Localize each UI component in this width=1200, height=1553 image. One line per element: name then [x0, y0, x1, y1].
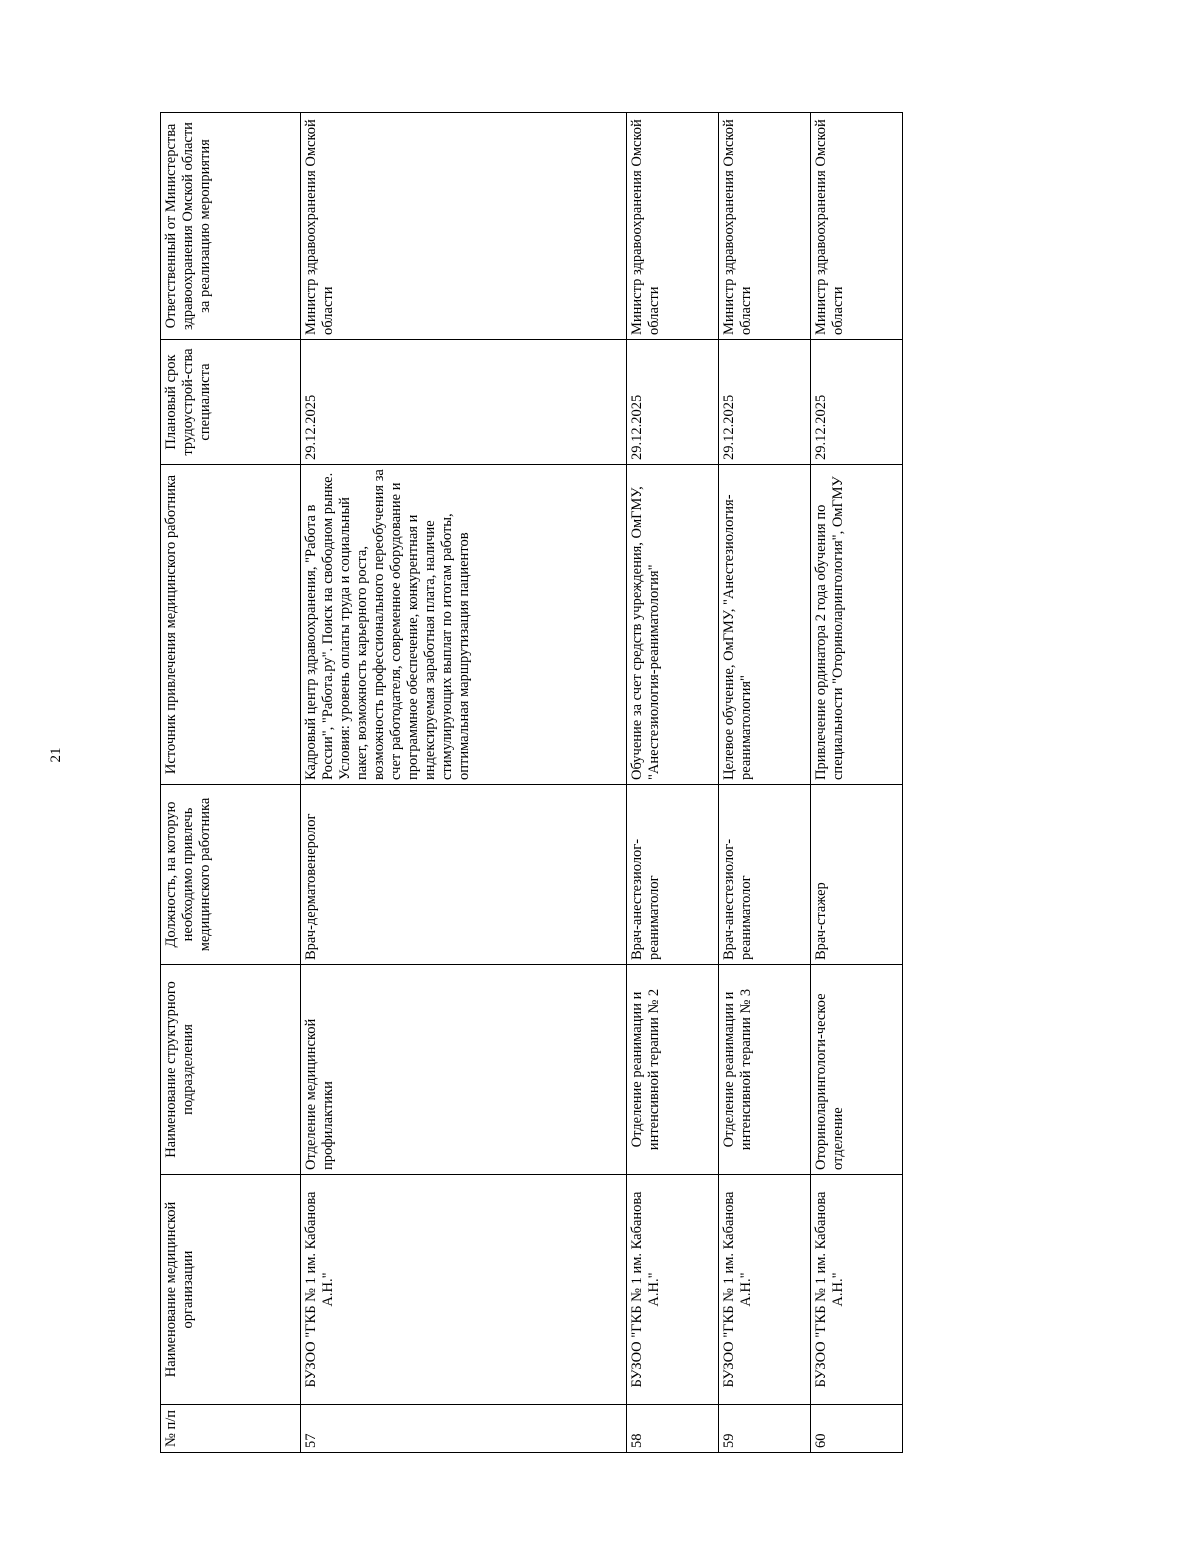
- cell-responsible: Министр здравоохранения Омской области: [719, 113, 811, 340]
- cell-dept: Отделение реанимации и интенсивной терапии № 2: [627, 965, 719, 1175]
- table-row: [719, 113, 811, 1453]
- table-container: [160, 113, 882, 1453]
- cell-date: 29.12.2025: [719, 340, 811, 465]
- cell-source: Привлечение ординатора 2 года обучения по специальности "Оториноларингология", ОмГМУ: [811, 465, 903, 785]
- cell-org: БУЗОО "ГКБ № 1 им. Кабанова А.Н.": [301, 1175, 627, 1405]
- cell-source: Целевое обучение, ОмГМУ, "Анестезиология-реаниматология": [719, 465, 811, 785]
- staffing-table: [160, 112, 903, 1453]
- cell-dept: Оториноларингологи-ческое отделение: [811, 965, 903, 1175]
- cell-responsible: Министр здравоохранения Омской области: [627, 113, 719, 340]
- header-org: Наименование медицинской организации: [161, 1175, 301, 1405]
- header-responsible: Ответственный от Министерства здравоохранения Омской области за реализацию мероприятия: [161, 113, 301, 340]
- cell-num: 59: [719, 1405, 811, 1453]
- cell-org: БУЗОО "ГКБ № 1 им. Кабанова А.Н.": [811, 1175, 903, 1405]
- cell-position: Врач-анестезиолог-реаниматолог: [719, 785, 811, 965]
- header-position: Должность, на которую необходимо привлечь медицинского работника: [161, 785, 301, 965]
- cell-responsible: Министр здравоохранения Омской области: [811, 113, 903, 340]
- cell-org: БУЗОО "ГКБ № 1 им. Кабанова А.Н.": [627, 1175, 719, 1405]
- cell-org: БУЗОО "ГКБ № 1 им. Кабанова А.Н.": [719, 1175, 811, 1405]
- cell-num: 60: [811, 1405, 903, 1453]
- cell-source: Обучение за счет средств учреждения, ОмГМУ, "Анестезиология-реаниматология": [627, 465, 719, 785]
- cell-dept: Отделение реанимации и интенсивной терапии № 3: [719, 965, 811, 1175]
- cell-num: 58: [627, 1405, 719, 1453]
- cell-date: 29.12.2025: [811, 340, 903, 465]
- cell-dept: Отделение медицинской профилактики: [301, 965, 627, 1175]
- header-row: [161, 113, 301, 1453]
- rotated-table-frame: [160, 113, 882, 1453]
- page-number: 21: [48, 747, 64, 763]
- header-num: № п/п: [161, 1405, 301, 1453]
- cell-position: Врач-стажер: [811, 785, 903, 965]
- cell-date: 29.12.2025: [301, 340, 627, 465]
- header-source: Источник привлечения медицинского работника: [161, 465, 301, 785]
- cell-responsible: Министр здравоохранения Омской области: [301, 113, 627, 340]
- cell-source: Кадровый центр здравоохранения, "Работа в России", "Работа.ру". Поиск на свободном рынке. Условия: уровень оплаты труда и социальный пакет, возможность карьерного роста, возможность профессионального переобучения за счет работодателя, современное оборудование и программное обеспечение, конкурентная и индексируемая заработная плата, наличие стимулирующих выплат по итогам работы, оптимальная маршрутизация пациентов: [301, 465, 627, 785]
- cell-position: Врач-анестезиолог-реаниматолог: [627, 785, 719, 965]
- header-dept: Наименование структурного подразделения: [161, 965, 301, 1175]
- header-date: Плановый срок трудоустрой-ства специалиста: [161, 340, 301, 465]
- table-row: [811, 113, 903, 1453]
- cell-date: 29.12.2025: [627, 340, 719, 465]
- cell-num: 57: [301, 1405, 627, 1453]
- table-row: [301, 113, 627, 1453]
- table-row: [627, 113, 719, 1453]
- cell-position: Врач-дерматовенеролог: [301, 785, 627, 965]
